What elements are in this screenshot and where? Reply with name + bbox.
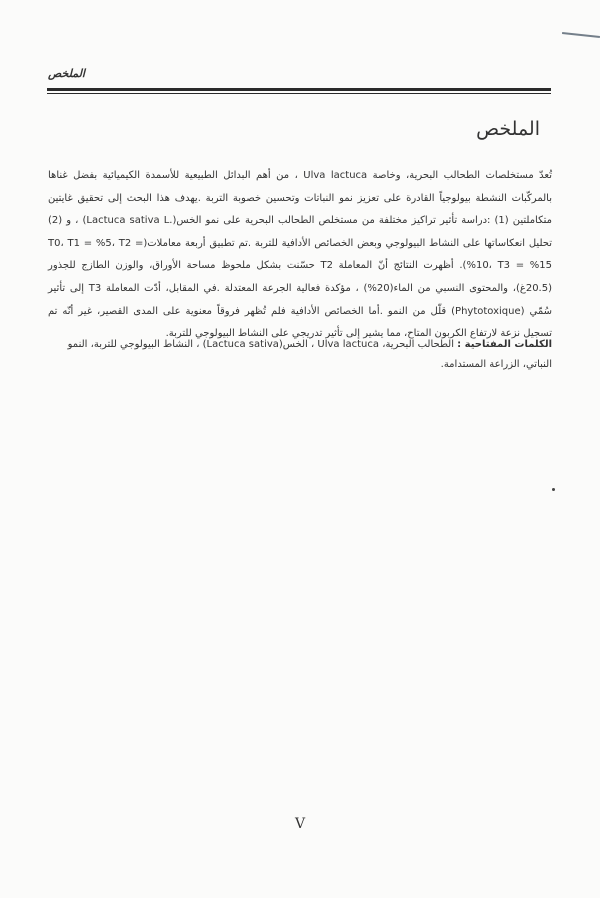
running-header: الملخص [48,67,85,80]
keywords-label: الكلمات المفتاحية : [457,339,552,350]
abstract-body: تُعدّ مستخلصات الطحالب البحرية، وخاصة Ulva lactuca ، من أهم البدائل الطبيعية للأسمدة الكيميائية بفضل غناها بالمركّبات النشطة بيولوجياً القادرة على تعزيز نمو النباتات وتحسين خصوبة التربة .يهدف هذا البحث إلى تحقيق غايتين متكاملتين (1) :دراسة تأثير تراكيز مختلفة من مستخلص الطحالب البحرية على نمو الخس(.Lactuca sativa L) ، و (2) تحليل انعكاساتها على النشاط البيولوجي وبعض الخصائص الأدافية للتربة .تم تطبيق أربعة معاملات(T0، T1 = %5، T2 = %10، T3 = %15). أظهرت النتائج أنّ المعاملة T2 حسّنت بشكل ملحوظ مساحة الأوراق، والوزن الطازج للجذور (20.5غ)، والمحتوى النسبي من الماء(20%) ، مؤكدة فعالية الجرعة المعتدلة .في المقابل، أدّت المعاملة T3 إلى تأثير سُمّي (Phytotoxique) قلّل من النمو .أما الخصائص الأدافية فلم تُظهر فروقاً معنوية على المدى القصير، غير أنّه تم تسجيل نزعة لارتفاع الكربون المتاح، مما يشير إلى تأثير تدريجي على النشاط البيولوجي للتربة. [48,170,553,340]
page-number: V [294,816,306,832]
keywords [48,335,552,375]
abstract-title: الملخص [476,118,540,140]
keywords-text: الطحالب البحرية، Ulva lactuca ، الخس(Lactuca sativa) ، النشاط البيولوجي للتربة، النمو النباتي، الزراعة المستدامة. [67,339,552,370]
header-rule-thick [47,88,551,91]
scan-mark [562,32,600,38]
header-rule-thin [47,93,551,94]
stray-dot [552,488,555,491]
